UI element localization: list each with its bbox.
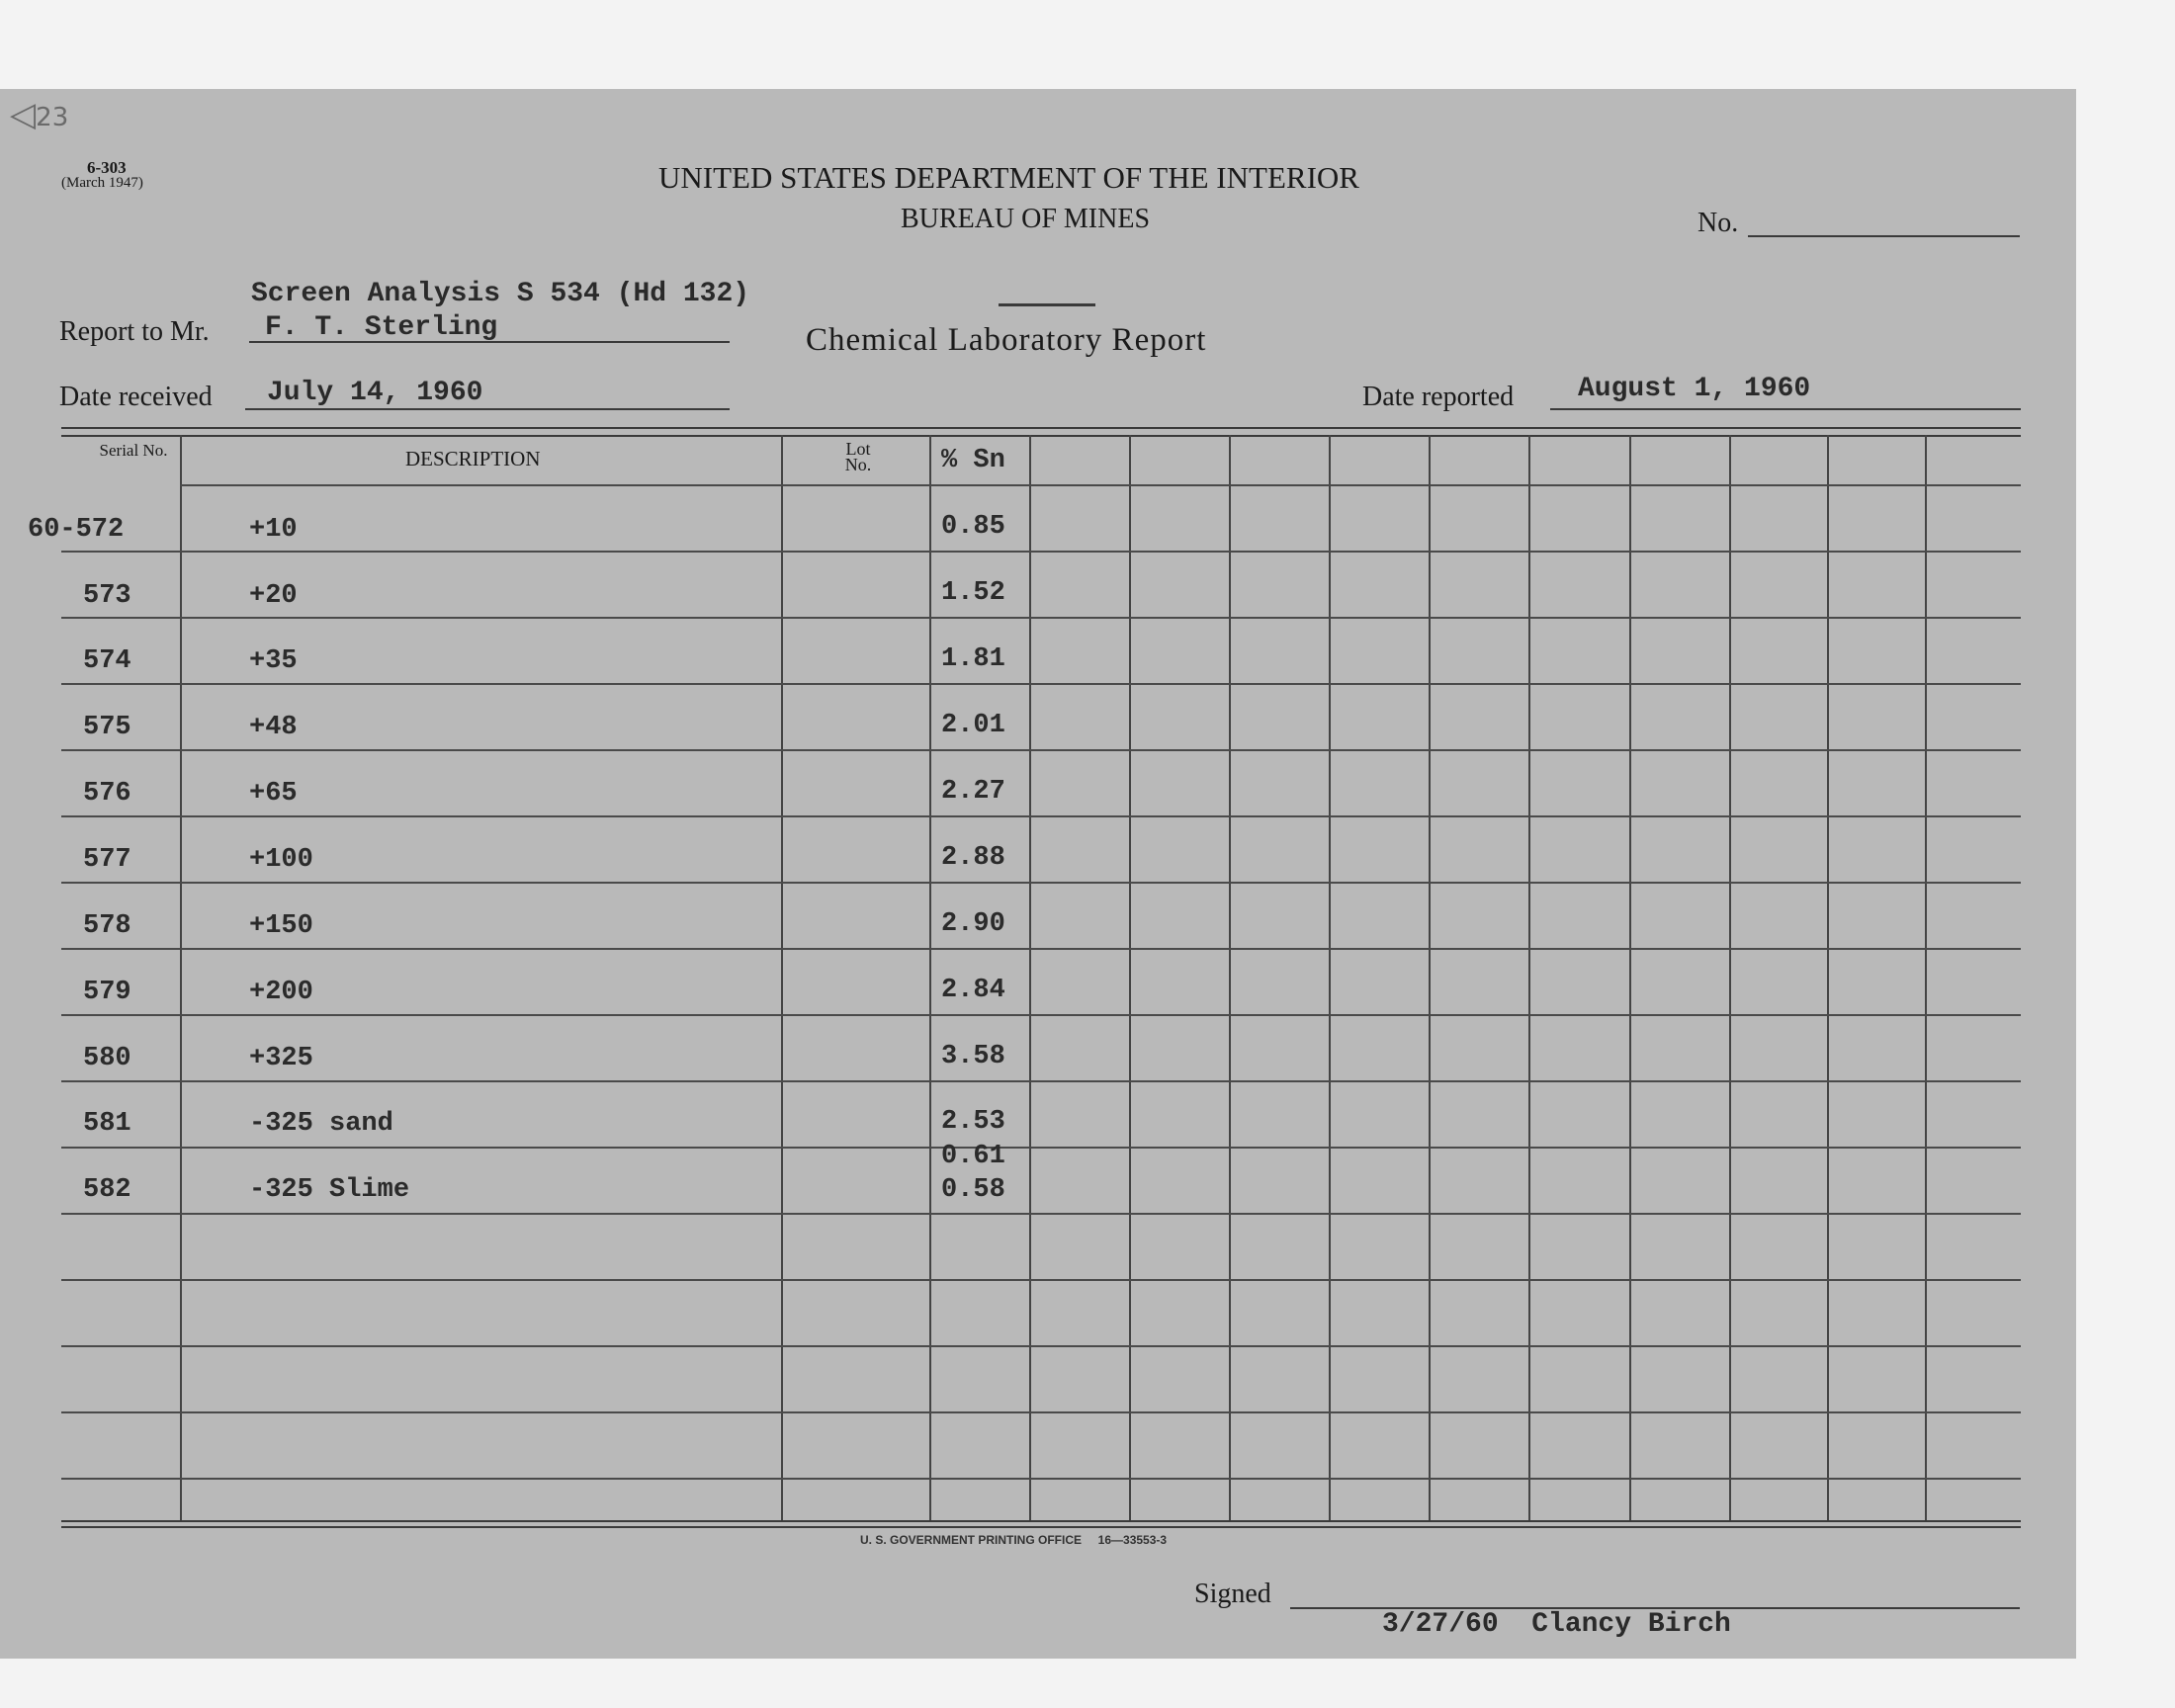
header-description: DESCRIPTION xyxy=(405,447,541,470)
corner-mark-text: 23 xyxy=(36,103,69,132)
row-serial: 575 xyxy=(83,713,131,742)
report-to-label: Report to Mr. xyxy=(59,316,210,347)
row-description: +200 xyxy=(249,978,313,1007)
header-serial: Serial No. xyxy=(99,441,168,460)
row-sn: 2.84 xyxy=(941,976,1005,1005)
report-to-entry: F. T. Sterling xyxy=(265,312,498,343)
row-serial: 578 xyxy=(83,911,131,941)
grid-row-line xyxy=(61,1014,2021,1016)
department-heading: UNITED STATES DEPARTMENT OF THE INTERIOR xyxy=(658,160,1359,195)
grid-column-line xyxy=(1429,435,1431,1520)
row-description: +150 xyxy=(249,911,313,941)
grid-row-line xyxy=(61,882,2021,884)
grid-column-line xyxy=(1329,435,1331,1520)
row-serial: 576 xyxy=(83,779,131,809)
corner-mark xyxy=(10,95,68,134)
row-serial: 577 xyxy=(83,845,131,875)
form-number: 6-303 xyxy=(87,158,127,177)
no-label: No. xyxy=(1697,208,1739,238)
row-sn: 2.88 xyxy=(941,843,1005,873)
grid-row-line xyxy=(61,551,2021,553)
row-description: +10 xyxy=(249,515,298,545)
grid-row-line xyxy=(61,1080,2021,1082)
date-reported-entry: August 1, 1960 xyxy=(1578,374,1811,404)
date-received-label: Date received xyxy=(59,382,213,412)
grid-row-line xyxy=(61,948,2021,950)
table-bottom-rule-2 xyxy=(61,1526,2021,1528)
row-sn: 3.58 xyxy=(941,1042,1005,1071)
grid-row-line xyxy=(61,683,2021,685)
header-lot: Lot No. xyxy=(844,439,872,474)
row-sn: 2.90 xyxy=(941,909,1005,939)
signature-entry: 3/27/60 Clancy Birch xyxy=(1382,1609,1731,1640)
grid-row-line xyxy=(61,749,2021,751)
grid-row-line xyxy=(61,617,2021,619)
row-description: +48 xyxy=(249,713,298,742)
grid-column-line xyxy=(1229,435,1231,1520)
form-date: (March 1947) xyxy=(61,175,143,191)
no-field-line xyxy=(1748,235,2020,237)
grid-row-line xyxy=(180,484,2021,486)
table-bottom-rule-1 xyxy=(61,1520,2021,1522)
grid-column-line xyxy=(1029,435,1031,1520)
extra-sn-value: 0.61 xyxy=(941,1142,1005,1171)
grid-row-line xyxy=(61,1478,2021,1480)
row-description: +35 xyxy=(249,646,298,676)
bureau-heading: BUREAU OF MINES xyxy=(901,204,1151,234)
grid-row-line xyxy=(61,1279,2021,1281)
report-to-line xyxy=(249,341,730,343)
report-title: Chemical Laboratory Report xyxy=(806,322,1207,358)
signed-label: Signed xyxy=(1194,1579,1271,1609)
grid-column-line xyxy=(1129,435,1131,1520)
row-sn: 2.27 xyxy=(941,777,1005,807)
grid-column-line xyxy=(929,435,931,1520)
grid-column-line xyxy=(1528,435,1530,1520)
row-sn: 2.01 xyxy=(941,711,1005,740)
grid-column-line xyxy=(1925,435,1927,1520)
header-sn: % Sn xyxy=(941,446,1005,475)
row-description: +100 xyxy=(249,845,313,875)
table-top-rule-2 xyxy=(61,435,2021,437)
date-received-entry: July 14, 1960 xyxy=(267,378,483,408)
grid-row-line xyxy=(61,1411,2021,1413)
row-sn: 0.58 xyxy=(941,1175,1005,1205)
grid-column-line xyxy=(1729,435,1731,1520)
row-sn: 1.81 xyxy=(941,644,1005,674)
row-serial: 581 xyxy=(83,1109,131,1139)
row-sn: 2.53 xyxy=(941,1107,1005,1137)
row-serial: 60-572 xyxy=(28,515,125,545)
row-description: +65 xyxy=(249,779,298,809)
grid-row-line xyxy=(61,815,2021,817)
title-divider xyxy=(999,303,1095,306)
row-description: -325 sand xyxy=(249,1109,393,1139)
row-serial: 582 xyxy=(83,1175,131,1205)
table-top-rule-1 xyxy=(61,427,2021,429)
row-serial: 580 xyxy=(83,1044,131,1073)
date-reported-line xyxy=(1550,408,2021,410)
row-serial: 574 xyxy=(83,646,131,676)
grid-column-line xyxy=(1827,435,1829,1520)
row-serial: 579 xyxy=(83,978,131,1007)
grid-column-line xyxy=(180,435,182,1520)
grid-row-line xyxy=(61,1213,2021,1215)
row-sn: 0.85 xyxy=(941,512,1005,542)
corner-mark-glyph: ◁ xyxy=(10,95,37,134)
row-sn: 1.52 xyxy=(941,578,1005,608)
printer-line: U. S. GOVERNMENT PRINTING OFFICE 16—33553-3 xyxy=(860,1533,1168,1547)
date-reported-label: Date reported xyxy=(1362,382,1515,412)
row-serial: 573 xyxy=(83,581,131,611)
grid-column-line xyxy=(1629,435,1631,1520)
subject-entry: Screen Analysis S 534 (Hd 132) xyxy=(251,279,750,309)
grid-row-line xyxy=(61,1345,2021,1347)
grid-column-line xyxy=(781,435,783,1520)
row-description: +325 xyxy=(249,1044,313,1073)
row-description: +20 xyxy=(249,581,298,611)
date-received-line xyxy=(245,408,730,410)
row-description: -325 Slime xyxy=(249,1175,410,1205)
grid-row-line xyxy=(61,1147,2021,1149)
